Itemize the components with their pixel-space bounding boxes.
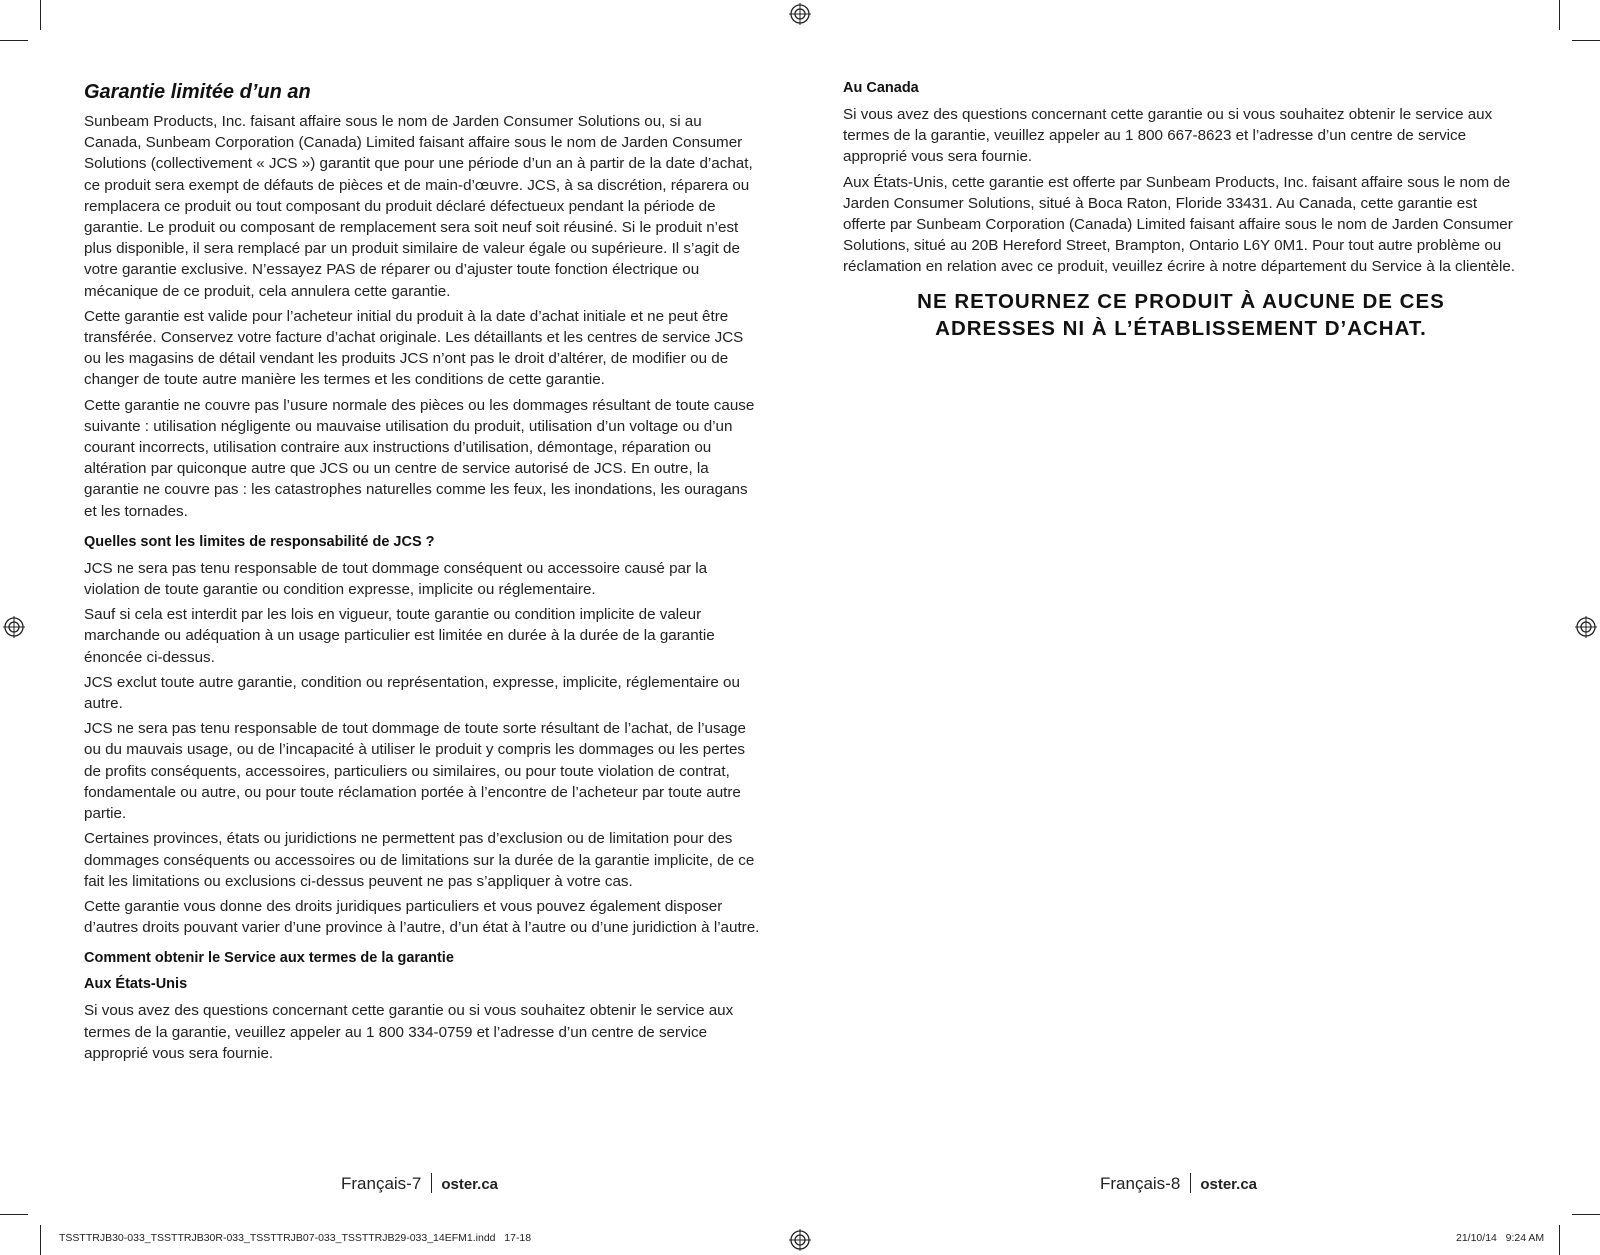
return-warning-line: ADRESSES NI À L’ÉTABLISSEMENT D’ACHAT. <box>935 316 1427 340</box>
liability-paragraph: Certaines provinces, états ou juridictions ne permettent pas d’exclusion ou de limitation pour des dommages conséquents ou accessoires ou de limitations sur la durée de la garantie implicite, de ce fait les limitations ou exclusions ci-dessus peuvent ne pas s’appliquer à votre cas. <box>84 830 755 890</box>
warranty-paragraph: Cette garantie est valide pour l’acheteur initial du produit à la date d’achat initiale et ne peut être transférée. Conservez votre facture d’achat originale. Les détaillants et les centres de service JCS ou les magasins de détail vendant les produits JCS n’ont pas le droit d’altérer, de modifier ou de changer de toute autre manière les termes et les conditions de cette garantie. <box>84 307 744 389</box>
us-heading: Aux États-Unis <box>84 976 188 993</box>
crop-mark <box>0 1214 28 1215</box>
warranty-paragraph: Cette garantie ne couvre pas l’usure normale des pièces ou les dommages résultant de toute cause suivante : utilisation négligente ou mauvaise utilisation du produit, utilisation d’un voltage ou d’un courant incorrects, utilisation contraire aux instructions d’utilisation, démontage, réparation ou altération par quiconque autre que JCS ou un centre de service autorisé de JCS. En outre, la garantie ne couvre pas : les catastrophes naturelles comme les feux, les inondations, les ouragans et les tornades. <box>84 396 755 520</box>
left-page-column <box>84 78 760 1068</box>
liability-paragraph: JCS ne sera pas tenu responsable de tout dommage conséquent ou accessoire causé par la violation de toute garantie ou condition expresse, implicite ou réglementaire. <box>84 559 708 599</box>
website-label: oster.ca <box>441 1176 499 1193</box>
registration-mark-icon <box>3 616 25 638</box>
crop-mark <box>1559 1225 1560 1255</box>
crop-mark <box>1572 1214 1600 1215</box>
liability-paragraph: Cette garantie vous donne des droits juridiques particuliers et vous pouvez également disposer d’autres droits pouvant varier d’une province à l’autre, d’un état à l’autre ou d’une juridiction à l’autre. <box>84 897 760 937</box>
return-warning <box>843 288 1519 342</box>
crop-mark <box>40 0 41 30</box>
warranty-paragraph: Sunbeam Products, Inc. faisant affaire sous le nom de Jarden Consumer Solutions ou, si au Canada, Sunbeam Corporation (Canada) Limited faisant affaire sous le nom de Jarden Consumer Solutions (collectivement « JCS ») garantit que pour une période d’un an à partir de la date d’achat, ce produit sera exempt de défauts de pièces et de main-d’œuvre. JCS, à sa discrétion, réparera ou remplacera ce produit ou tout composant du produit déclaré défectueux pendant la période de garantie. Le produit ou composant de remplacement sera soit neuf soit réusiné. Si le produit n’est plus disponible, il sera remplacé par un produit similaire de valeur égale ou supérieure. Il s’agit de votre garantie exclusive. N’essayez PAS de réparer ou d’ajuster toute fonction électrique ou mécanique de ce produit, cela annulera cette garantie. <box>84 113 753 300</box>
liability-heading: Quelles sont les limites de responsabilité de JCS ? <box>84 533 435 550</box>
registration-mark-icon <box>789 1229 811 1251</box>
warranty-provider-paragraph: Aux États-Unis, cette garantie est offerte par Sunbeam Products, Inc. faisant affaire sous le nom de Jarden Consumer Solutions, situé à Boca Raton, Floride 33431. Au Canada, cette garantie est offerte par Sunbeam Corporation (Canada) Limited faisant affaire sous le nom de Jarden Consumer Solutions, situé au 20B Hereford Street, Brampton, Ontario L6Y 0M1. Pour tout autre problème ou réclamation en relation avec ce produit, veuillez écrire à notre département du Service à la clientèle. <box>843 173 1515 276</box>
registration-mark-icon <box>1575 616 1597 638</box>
liability-paragraph: JCS ne sera pas tenu responsable de tout dommage de toute sorte résultant de l’achat, de l’usage ou du mauvais usage, ou de l’incapacité à utiliser le produit y compris les dommages ou les pertes de profits conséquents, accessoires, particuliers ou similaires, ou pour toute violation de contrat, fondamentale ou autre, ou pour toute réclamation portée à l’encontre de l’acheteur par toute autre partie. <box>84 720 746 823</box>
website-label: oster.ca <box>1200 1176 1258 1193</box>
canada-heading: Au Canada <box>843 80 919 96</box>
liability-paragraph: Sauf si cela est interdit par les lois en vigueur, toute garantie ou condition implicite de valeur marchande ou adéquation à un usage particulier est limitée en durée à la durée de la garantie énoncée ci-dessus. <box>84 606 715 666</box>
page-folio-left <box>341 1173 498 1194</box>
slug-timestamp: 21/10/14 9:24 AM <box>1456 1232 1545 1244</box>
canada-service-paragraph: Si vous avez des questions concernant cette garantie ou si vous souhaitez obtenir le service aux termes de la garantie, veuillez appeler au 1 800 667-8623 et l’adresse d’un centre de service approprié vous sera fournie. <box>843 106 1493 166</box>
page-folio-right <box>1100 1173 1257 1194</box>
crop-mark <box>1572 40 1600 41</box>
folio-divider <box>431 1173 432 1193</box>
crop-mark <box>0 40 28 41</box>
return-warning-line: NE RETOURNEZ CE PRODUIT À AUCUNE DE CES <box>917 289 1445 313</box>
registration-mark-icon <box>789 3 811 25</box>
crop-mark <box>40 1225 41 1255</box>
liability-paragraph: JCS exclut toute autre garantie, condition ou représentation, expresse, implicite, réglementaire ou autre. <box>84 673 740 713</box>
slug-filename: TSSTTRJB30-033_TSSTTRJB30R-033_TSSTTRJB07-033_TSSTTRJB29-033_14EFM1.indd 17-18 <box>59 1232 532 1244</box>
page-number: Français-7 <box>341 1174 422 1193</box>
service-heading: Comment obtenir le Service aux termes de la garantie <box>84 950 454 967</box>
page-title: Garantie limitée d’un an <box>84 81 311 103</box>
crop-mark <box>1559 0 1560 30</box>
right-page-column <box>843 78 1519 342</box>
page-number: Français-8 <box>1100 1174 1181 1193</box>
us-service-paragraph: Si vous avez des questions concernant cette garantie ou si vous souhaitez obtenir le service aux termes de la garantie, veuillez appeler au 1 800 334-0759 et l’adresse d’un centre de service approprié vous sera fournie. <box>84 1002 734 1062</box>
folio-divider <box>1190 1173 1191 1193</box>
